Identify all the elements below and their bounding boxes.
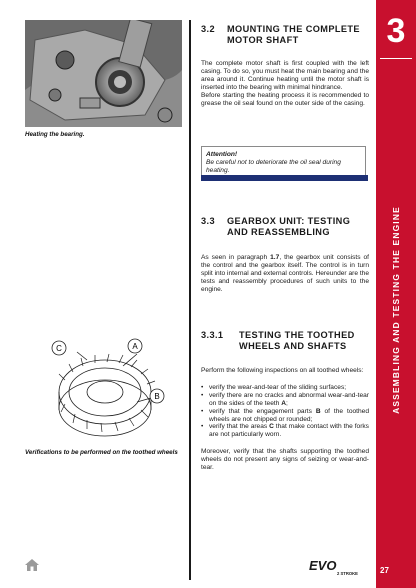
label-c: C — [56, 344, 62, 353]
photo-heating-bearing — [25, 20, 182, 127]
section-3-3-body — [201, 254, 369, 294]
paragraph-ref: 1.7 — [270, 254, 280, 261]
text: As seen in paragraph — [201, 254, 271, 261]
list-item: • verify that the engagement parts B of the toothed wheels are not chipped or rounded; — [201, 408, 369, 424]
column-divider — [189, 20, 191, 580]
list-item: • verify that the areas C that make contact with the forks are not particularly worn. — [201, 423, 369, 439]
section-title: GEARBOX UNIT: TESTING AND REASSEMBLING — [227, 216, 351, 237]
evo-logo — [307, 558, 367, 576]
photo-caption: Heating the bearing. — [25, 131, 85, 138]
attention-label: Attention! — [206, 151, 238, 158]
home-icon[interactable] — [24, 557, 40, 573]
section-number: 3.2 — [201, 24, 215, 34]
paragraph: The complete motor shaft is first coupled with the left casing. To do so, you must heat the main bearing and the area around it. Continue heating until the motor shaft is inserted into the bearing with minimal hindrance. — [201, 60, 369, 91]
toothed-wheel-drawing — [25, 330, 182, 442]
list-item: • verify there are no cracks and abnormal wear-and-tear on the sides of the teeth A; — [201, 392, 369, 408]
paragraph: Before starting the heating process it is recommended to grease the oil seal found on the outer side of the casing. — [201, 91, 369, 107]
label-b: B — [154, 392, 160, 401]
tab-divider — [380, 58, 412, 59]
inspection-list — [201, 384, 369, 439]
list-item: • verify the wear-and-tear of the sliding surfaces; — [201, 384, 369, 392]
logo-subtext: 2 STROKE — [337, 571, 358, 576]
text: , the gearbox unit consists of the control and the gearbox itself. The control is in turn split into internal and external controls. Hereunder are the tests and reassembly procedures of such units to the engine. — [201, 254, 370, 293]
section-number: 3.3 — [201, 216, 215, 226]
page-number: 27 — [380, 566, 389, 575]
section-title: TESTING THE TOOTHED WHEELS AND SHAFTS — [239, 330, 355, 351]
section-title: MOUNTING THE COMPLETE MOTOR SHAFT — [227, 24, 360, 45]
section-number: 3.3.1 — [201, 330, 224, 340]
attention-box — [201, 146, 366, 180]
section-3-3-1-body — [201, 367, 369, 472]
attention-text: Be careful not to deteriorate the oil seal during heating. — [206, 159, 341, 174]
label-a: A — [132, 342, 138, 351]
attention-bar — [201, 175, 368, 181]
chapter-title-vertical: ASSEMBLING AND TESTING THE ENGINE — [391, 206, 401, 414]
heading-3-2 — [201, 24, 371, 48]
chapter-number: 3 — [386, 12, 406, 50]
intro: Perform the following inspections on all toothed wheels: — [201, 367, 364, 374]
heading-3-3-1 — [201, 330, 371, 354]
logo-text: EVO — [309, 558, 337, 573]
section-3-2-body — [201, 60, 369, 107]
outro: Moreover, verify that the shafts supporting the toothed wheels do not present any signs of seizing or wear-and-tear. — [201, 448, 369, 472]
heading-3-3 — [201, 216, 371, 240]
drawing-caption: Verifications to be performed on the toothed wheels — [25, 449, 178, 456]
